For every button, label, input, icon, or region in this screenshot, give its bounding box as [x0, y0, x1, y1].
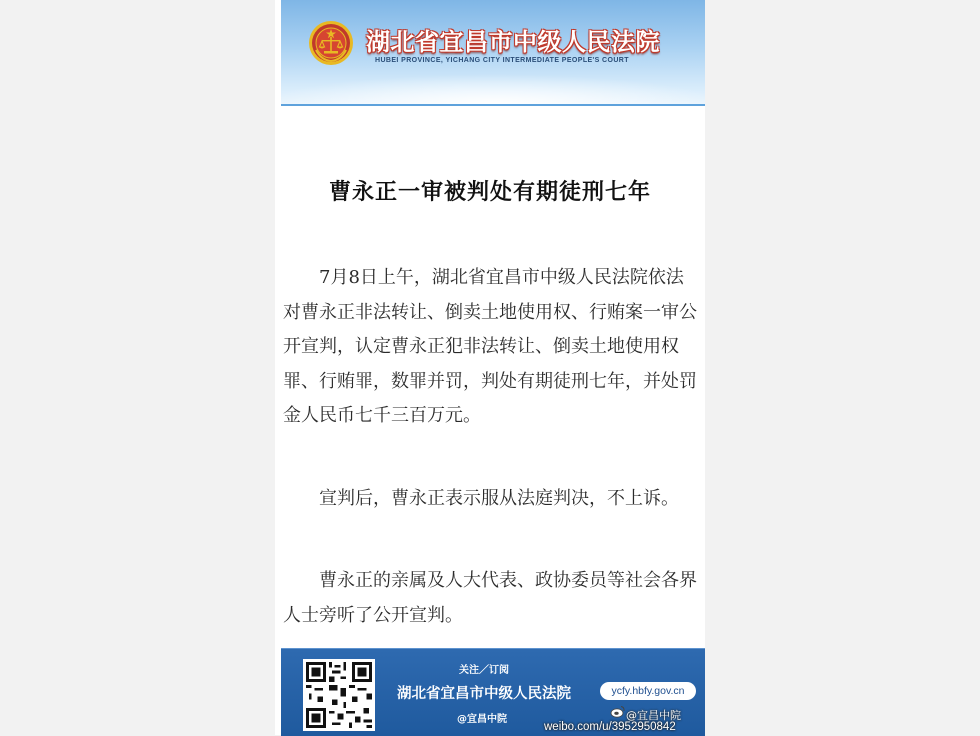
footer-weibo-handle: @宜昌中院	[457, 714, 507, 725]
court-emblem-icon	[308, 20, 354, 66]
article-page	[275, 0, 705, 735]
court-name: 湖北省宜昌市中级人民法院	[366, 28, 660, 56]
banner-glow	[281, 74, 705, 106]
weibo-icon	[610, 704, 626, 718]
court-banner	[281, 0, 705, 106]
article-paragraph: 宣判后，曹永正表示服从法庭判决，不上诉。	[319, 488, 679, 509]
article-paragraph: 曹永正的亲属及人大代表、政协委员等社会各界人士旁听了公开宣判。	[283, 570, 697, 626]
footer-court-name: 湖北省宜昌市中级人民法院	[397, 686, 571, 702]
qr-code-icon	[303, 659, 375, 731]
court-name-english: HUBEI PROVINCE, YICHANG CITY INTERMEDIATE PEOPLE'S COURT	[375, 57, 629, 64]
article-paragraph: 7月8日上午，湖北省宜昌市中级人民法院依法对曹永正非法转让、倒卖土地使用权、行贿案一审公开宣判，认定曹永正犯非法转让、倒卖土地使用权罪、行贿罪，数罪并罚，判处有期徒刑七年，并处罚金人民币七千三百万元。	[283, 267, 697, 426]
article-title: 曹永正一审被判处有期徒刑七年	[328, 179, 651, 205]
watermark-url: weibo.com/u/3952950842	[544, 721, 676, 733]
website-link[interactable]: ycfy.hbfy.gov.cn	[600, 682, 696, 700]
follow-label: 关注／订阅	[459, 665, 509, 676]
watermark-handle: @宜昌中院	[626, 709, 681, 722]
